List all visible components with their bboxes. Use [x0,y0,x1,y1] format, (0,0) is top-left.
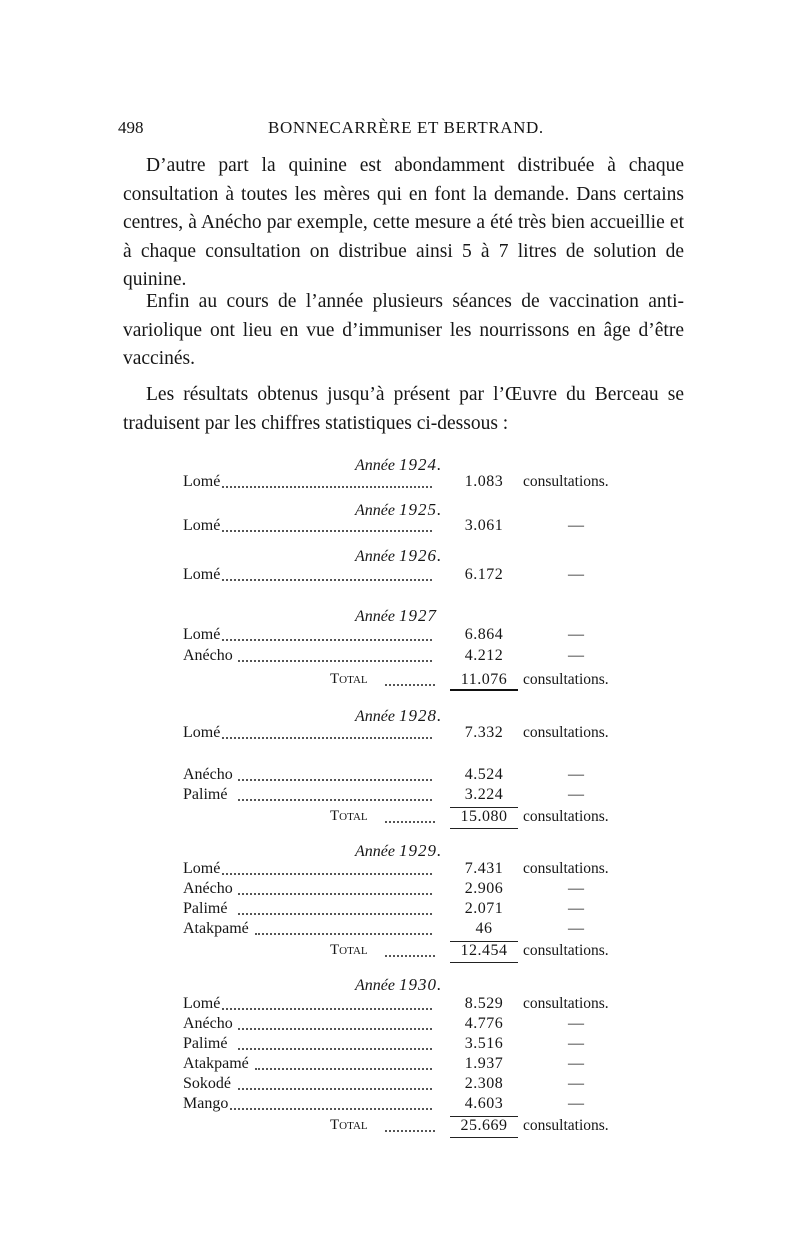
dot-leader [238,660,432,662]
consultation-count: 7.332 [464,724,504,741]
consultation-count: 6.172 [464,566,504,583]
dot-leader [222,530,432,532]
dot-leader [238,779,432,781]
table-row [0,995,800,1015]
dot-leader [238,799,432,801]
consultation-count: 1.083 [464,473,504,490]
dot-leader [255,933,432,935]
table-row [0,860,800,880]
year-heading [355,606,437,626]
place-name: Palimé [183,900,228,917]
ditto-mark: — [568,786,584,803]
dot-leader [385,1130,435,1132]
ditto-mark: — [568,1055,584,1072]
place-name: Lomé [183,517,221,534]
total-label: Total [330,671,368,687]
consultation-count: 46 [475,920,493,937]
place-name: Atakpamé [183,920,249,937]
consultation-count: 4.776 [464,1015,504,1032]
ditto-mark: — [568,920,584,937]
year-heading [355,706,442,726]
table-row [0,517,800,537]
year-number: 1930. [398,975,443,994]
unit-label: consultations. [523,1117,609,1134]
ditto-mark: — [568,880,584,897]
table-row [0,647,800,667]
table-row [0,880,800,900]
ditto-mark: — [568,647,584,664]
dot-leader [238,913,432,915]
dot-leader [222,486,432,488]
total-rule-under [450,1137,518,1138]
total-row [0,808,800,828]
consultation-count: 7.431 [464,860,504,877]
total-count: 11.076 [460,671,508,688]
paragraph-quinine: D’autre part la quinine est abondamment distribuée à chaque consultation à toutes les mères qui en font la demande. Dans certains centres, à Anécho par exemple, cette mesure a été très bien accueillie et à chaque consultation on distribue ainsi 5 à 7 litres de solution de quinine. [123,155,684,291]
consultation-count: 6.864 [464,626,504,643]
place-name: Palimé [183,1035,228,1052]
total-row [0,1117,800,1137]
running-title: BONNECARRÈRE ET BERTRAND. [268,118,544,137]
year-word: Année [355,843,395,860]
consultation-count: 3.516 [464,1035,504,1052]
year-heading [355,975,442,995]
ditto-mark: — [568,566,584,583]
year-word: Année [355,977,395,994]
total-count: 12.454 [460,942,508,959]
consultation-count: 8.529 [464,995,504,1012]
place-name: Lomé [183,566,221,583]
dot-leader [238,1028,432,1030]
year-number: 1928. [398,706,443,725]
dot-leader [385,684,435,686]
table-row [0,626,800,646]
dot-leader [255,1068,432,1070]
total-row [0,942,800,962]
place-name: Anécho [183,647,233,664]
ditto-mark: — [568,1035,584,1052]
total-row [0,671,800,691]
ditto-mark: — [568,766,584,783]
place-name: Anécho [183,880,233,897]
dot-leader [385,955,435,957]
year-number: 1926. [398,546,443,565]
dot-leader [238,1048,432,1050]
total-label: Total [330,942,368,958]
dot-leader [222,639,432,641]
consultation-count: 4.524 [464,766,504,783]
place-name: Mango [183,1095,229,1112]
ditto-mark: — [568,900,584,917]
table-row [0,900,800,920]
year-word: Année [355,548,395,565]
dot-leader [222,873,432,875]
place-name: Palimé [183,786,228,803]
unit-label: consultations. [523,808,609,825]
year-number: 1929. [398,841,443,860]
total-label: Total [330,808,368,824]
consultation-count: 2.906 [464,880,504,897]
place-name: Lomé [183,860,221,877]
total-count: 15.080 [460,808,508,825]
consultation-count: 3.061 [464,517,504,534]
consultation-count: 2.308 [464,1075,504,1092]
unit-label: consultations. [523,995,609,1012]
ditto-mark: — [568,1075,584,1092]
place-name: Lomé [183,626,221,643]
year-heading [355,841,442,861]
table-row [0,724,800,744]
place-name: Anécho [183,1015,233,1032]
consultation-count: 4.212 [464,647,504,664]
table-row [0,1015,800,1035]
dot-leader [238,1088,432,1090]
dot-leader [222,1008,432,1010]
consultation-count: 3.224 [464,786,504,803]
year-heading [355,455,442,475]
total-rule-under [450,828,518,829]
year-word: Année [355,608,395,625]
unit-label: consultations. [523,473,609,490]
year-heading [355,546,442,566]
place-name: Anécho [183,766,233,783]
ditto-mark: — [568,626,584,643]
dot-leader [222,737,432,739]
year-word: Année [355,502,395,519]
table-row [0,920,800,940]
dot-leader [222,579,432,581]
year-number: 1924. [398,455,443,474]
table-row [0,473,800,493]
ditto-mark: — [568,1015,584,1032]
year-number: 1925. [398,500,443,519]
unit-label: consultations. [523,860,609,877]
table-row [0,566,800,586]
dot-leader [230,1108,432,1110]
dot-leader [385,821,435,823]
unit-label: consultations. [523,671,609,688]
table-row [0,1075,800,1095]
unit-label: consultations. [523,724,609,741]
year-word: Année [355,708,395,725]
ditto-mark: — [568,1095,584,1112]
total-label: Total [330,1117,368,1133]
table-row [0,1035,800,1055]
place-name: Lomé [183,995,221,1012]
place-name: Sokodé [183,1075,231,1092]
table-row [0,786,800,806]
total-rule-under [450,962,518,963]
table-row [0,1055,800,1075]
dot-leader [238,893,432,895]
ditto-mark: — [568,517,584,534]
place-name: Lomé [183,724,221,741]
unit-label: consultations. [523,942,609,959]
consultation-count: 2.071 [464,900,504,917]
consultation-count: 1.937 [464,1055,504,1072]
place-name: Atakpamé [183,1055,249,1072]
table-row [0,766,800,786]
paragraph-vaccination: Enfin au cours de l’année plusieurs séances de vaccination anti-variolique ont lieu en vue d’immuniser les nourrissons en âge d’être vaccinés. [123,291,684,370]
total-count: 25.669 [460,1117,508,1134]
year-number: 1927 [398,606,437,625]
page-number: 498 [118,118,144,137]
table-row [0,1095,800,1115]
year-word: Année [355,457,395,474]
paragraph-results-intro: Les résultats obtenus jusqu’à présent par l’Œuvre du Berceau se traduisent par les chiffres statistiques ci-dessous : [123,384,684,434]
place-name: Lomé [183,473,221,490]
consultation-count: 4.603 [464,1095,504,1112]
